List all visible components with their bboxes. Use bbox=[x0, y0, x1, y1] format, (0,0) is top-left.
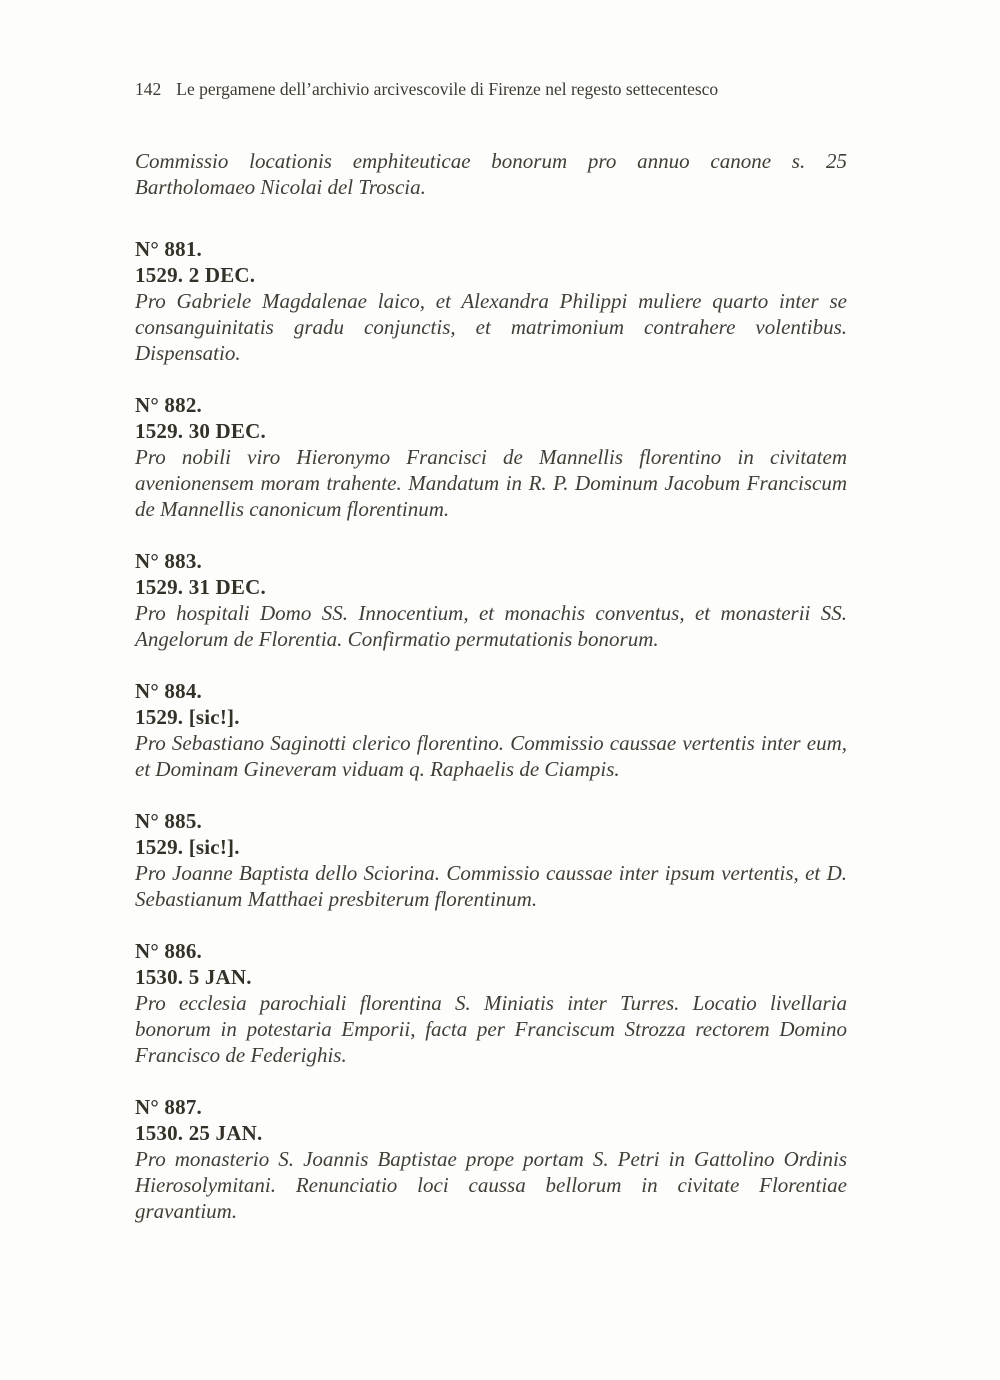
entry-number: N° 882. bbox=[135, 393, 202, 417]
page-header bbox=[135, 78, 847, 100]
text-block bbox=[135, 78, 847, 1224]
entry-date: 1529. 2 DEC. bbox=[135, 263, 256, 287]
entry-text: Pro Sebastiano Saginotti clerico florentino. Commissio caussae vertentis inter eum, et Dominam Gineveram viduam q. Raphaelis de Ciampis. bbox=[135, 731, 847, 781]
entry-number: N° 884. bbox=[135, 679, 202, 703]
entry-date: 1529. 30 DEC. bbox=[135, 419, 266, 443]
register-entry bbox=[135, 392, 847, 522]
register-entry bbox=[135, 938, 847, 1068]
entry-number: N° 885. bbox=[135, 809, 202, 833]
register-entry bbox=[135, 1094, 847, 1224]
entry-text: Pro hospitali Domo SS. Innocentium, et monachis conventus, et monasterii SS. Angelorum de Florentia. Confirmatio permutationis bonorum. bbox=[135, 601, 847, 651]
entry-date: 1529. [sic!]. bbox=[135, 705, 240, 729]
entry-date: 1530. 25 JAN. bbox=[135, 1121, 263, 1145]
entry-date: 1529. [sic!]. bbox=[135, 835, 240, 859]
page-number: 142 bbox=[135, 79, 162, 99]
entry-text: Pro Joanne Baptista dello Sciorina. Commissio caussae inter ipsum vertentis, et D. Sebastianum Matthaei presbiterum florentinum. bbox=[135, 861, 847, 911]
entry-number: N° 887. bbox=[135, 1095, 202, 1119]
entry-date: 1530. 5 JAN. bbox=[135, 965, 252, 989]
intro-paragraph: Commissio locationis emphiteuticae bonorum pro annuo canone s. 25 Bartholomaeo Nicolai del Troscia. bbox=[135, 149, 847, 199]
entry-number: N° 883. bbox=[135, 549, 202, 573]
entry-date: 1529. 31 DEC. bbox=[135, 575, 266, 599]
entry-number: N° 886. bbox=[135, 939, 202, 963]
entry-text: Pro Gabriele Magdalenae laico, et Alexandra Philippi muliere quarto inter se consanguinitatis gradu conjunctis, et matrimonium contrahere volentibus. Dispensatio. bbox=[135, 289, 847, 365]
entry-text: Pro monasterio S. Joannis Baptistae prope portam S. Petri in Gattolino Ordinis Hierosolymitani. Renunciatio loci caussa bellorum in civitate Florentiae gravantium. bbox=[135, 1147, 847, 1223]
entry-number: N° 881. bbox=[135, 237, 202, 261]
register-entry bbox=[135, 236, 847, 366]
entry-text: Pro nobili viro Hieronymo Francisci de Mannellis florentino in civitatem avenionensem moram trahente. Mandatum in R. P. Dominum Jacobum Franciscum de Mannellis canonicum florentinum. bbox=[135, 445, 847, 521]
register-entry bbox=[135, 678, 847, 782]
register-entry bbox=[135, 548, 847, 652]
running-head-title: Le pergamene dell’archivio arcivescovile di Firenze nel regesto settecentesco bbox=[176, 79, 719, 99]
entry-text: Pro ecclesia parochiali florentina S. Miniatis inter Turres. Locatio livellaria bonorum in potestaria Emporii, facta per Franciscum Strozza rectorem Domino Francisco de Federighis. bbox=[135, 991, 847, 1067]
register-entry bbox=[135, 808, 847, 912]
